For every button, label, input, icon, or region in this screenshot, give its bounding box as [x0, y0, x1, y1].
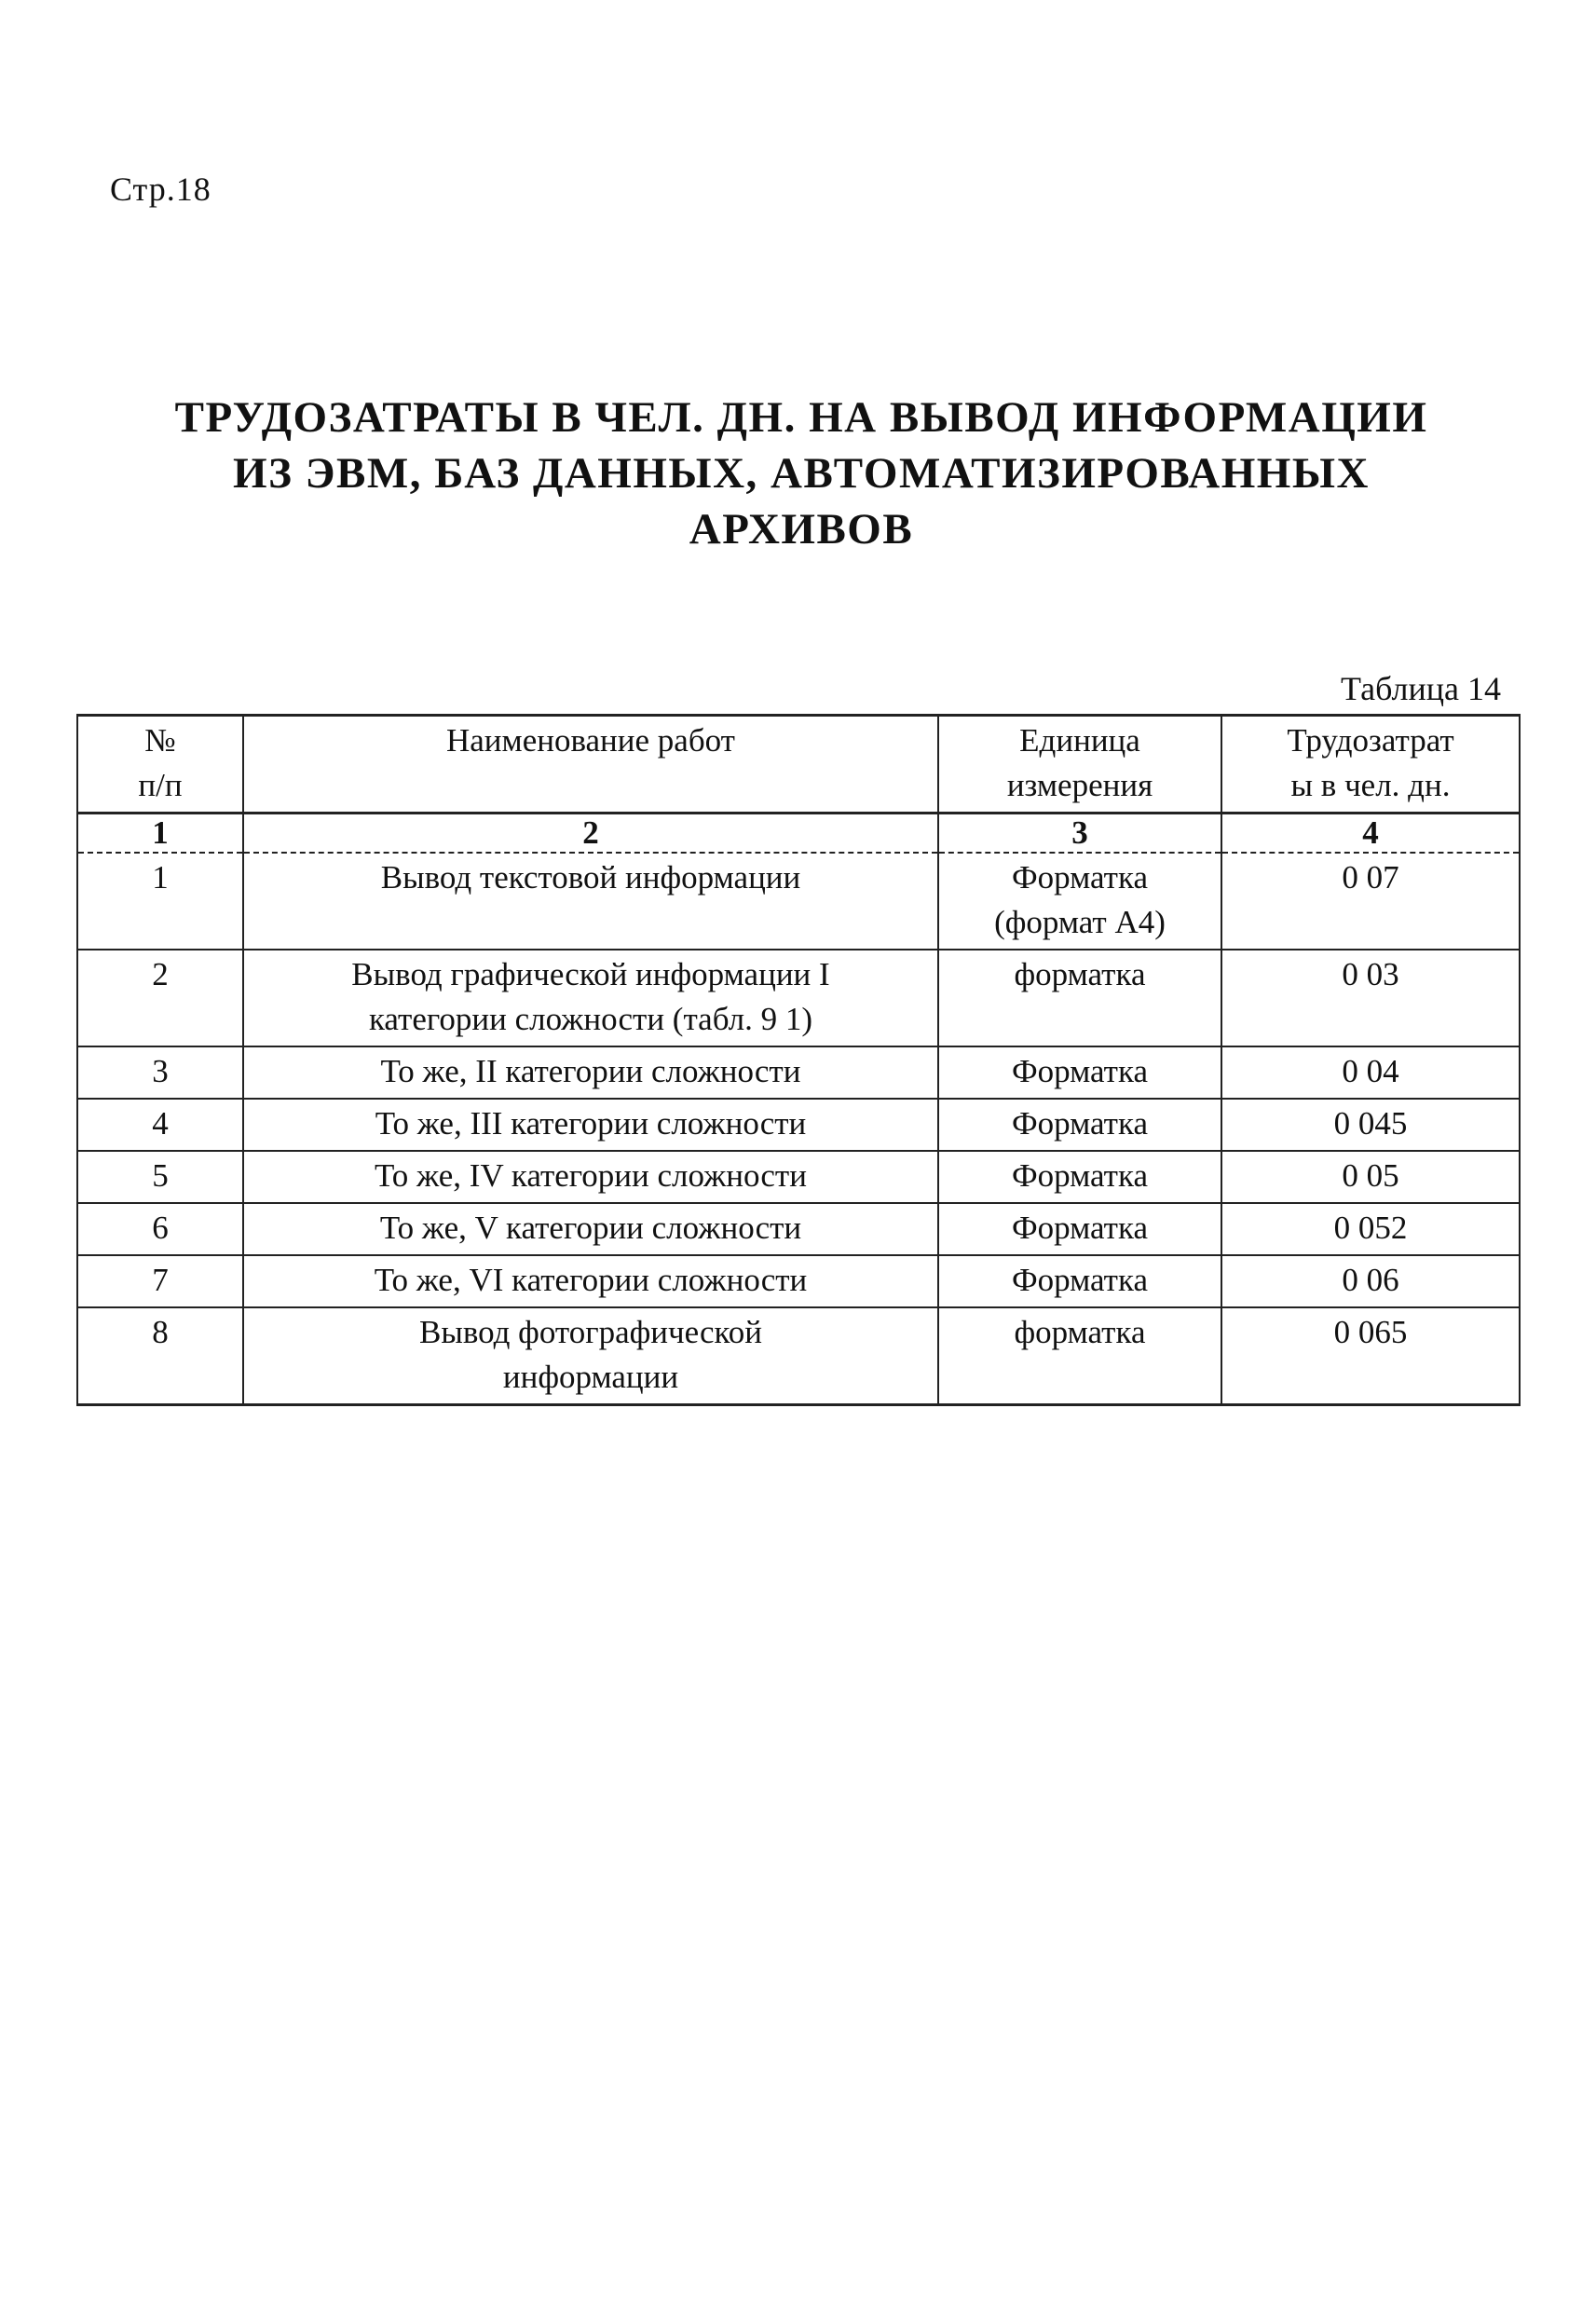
header-cell-labor	[1221, 716, 1520, 814]
header-text: п/п	[138, 767, 183, 803]
labor-cost-table	[76, 714, 1521, 1406]
labor-value: 0 06	[1221, 1255, 1520, 1307]
page-title	[75, 390, 1528, 557]
unit	[938, 1203, 1221, 1255]
table-header-row	[77, 716, 1520, 814]
header-cell-unit	[938, 716, 1221, 814]
row-number: 4	[77, 1099, 243, 1151]
labor-value: 0 07	[1221, 853, 1520, 950]
column-number: 4	[1221, 814, 1520, 854]
table-row	[77, 1151, 1520, 1203]
table-row	[77, 1046, 1520, 1099]
work-name	[243, 853, 938, 950]
work-name	[243, 1307, 938, 1405]
row-number: 8	[77, 1307, 243, 1405]
work-name	[243, 1099, 938, 1151]
unit-line: Форматка	[1012, 1157, 1148, 1194]
column-number: 3	[938, 814, 1221, 854]
unit-line: (формат А4)	[994, 904, 1166, 940]
page-number: Стр.18	[110, 171, 211, 208]
table-caption: Таблица 14	[1341, 670, 1501, 707]
work-name-line: То же, II категории сложности	[380, 1053, 801, 1089]
table-row	[77, 1307, 1520, 1405]
work-name-line: Вывод графической информации I	[351, 956, 830, 992]
work-name-line: Вывод фотографической	[418, 1314, 763, 1350]
labor-value: 0 05	[1221, 1151, 1520, 1203]
work-name	[243, 1151, 938, 1203]
unit-line: Форматка	[1012, 1053, 1148, 1089]
labor-value: 0 045	[1221, 1099, 1520, 1151]
unit	[938, 1151, 1221, 1203]
title-line: ИЗ ЭВМ, БАЗ ДАННЫХ, АВТОМАТИЗИРОВАННЫХ	[233, 449, 1370, 498]
unit-line: Форматка	[1012, 1262, 1148, 1298]
header-cell-number	[77, 716, 243, 814]
labor-value: 0 052	[1221, 1203, 1520, 1255]
work-name	[243, 1255, 938, 1307]
header-cell-name	[243, 716, 938, 814]
unit	[938, 950, 1221, 1046]
column-number: 1	[77, 814, 243, 854]
row-number: 5	[77, 1151, 243, 1203]
work-name-line: категории сложности (табл. 9 1)	[368, 1001, 813, 1037]
row-number: 6	[77, 1203, 243, 1255]
header-text: №	[144, 722, 176, 759]
work-name	[243, 1203, 938, 1255]
unit	[938, 1255, 1221, 1307]
unit	[938, 1307, 1221, 1405]
unit-line: Форматка	[1012, 1105, 1148, 1142]
table-row	[77, 950, 1520, 1046]
title-line: АРХИВОВ	[689, 505, 914, 554]
title-line: ТРУДОЗАТРАТЫ В ЧЕЛ. ДН. НА ВЫВОД ИНФОРМАЦИИ	[174, 393, 1428, 442]
work-name-line: То же, IV категории сложности	[375, 1157, 807, 1194]
header-text: Наименование работ	[446, 722, 735, 759]
column-number: 2	[243, 814, 938, 854]
header-text: ы в чел. дн.	[1290, 767, 1451, 803]
row-number: 3	[77, 1046, 243, 1099]
table-row	[77, 1099, 1520, 1151]
work-name-line: То же, III категории сложности	[375, 1105, 807, 1142]
unit-line: форматка	[1014, 956, 1146, 992]
unit-line: Форматка	[1012, 1210, 1148, 1246]
unit	[938, 853, 1221, 950]
work-name-line: То же, VI категории сложности	[374, 1262, 808, 1298]
unit-line: Форматка	[1012, 859, 1148, 896]
unit	[938, 1099, 1221, 1151]
work-name	[243, 950, 938, 1046]
row-number: 2	[77, 950, 243, 1046]
work-name-line: Вывод текстовой информации	[380, 859, 801, 896]
labor-value: 0 04	[1221, 1046, 1520, 1099]
header-text: Единица	[1019, 722, 1140, 759]
unit	[938, 1046, 1221, 1099]
unit-line: форматка	[1014, 1314, 1146, 1350]
labor-value: 0 065	[1221, 1307, 1520, 1405]
work-name-line: То же, V категории сложности	[379, 1210, 802, 1246]
header-text: измерения	[1006, 767, 1153, 803]
column-number-row	[77, 814, 1520, 854]
header-text: Трудозатрат	[1287, 722, 1454, 759]
table-row	[77, 853, 1520, 950]
labor-value: 0 03	[1221, 950, 1520, 1046]
row-number: 1	[77, 853, 243, 950]
row-number: 7	[77, 1255, 243, 1307]
work-name	[243, 1046, 938, 1099]
table-row	[77, 1203, 1520, 1255]
work-name-line: информации	[502, 1359, 679, 1395]
table-row	[77, 1255, 1520, 1307]
